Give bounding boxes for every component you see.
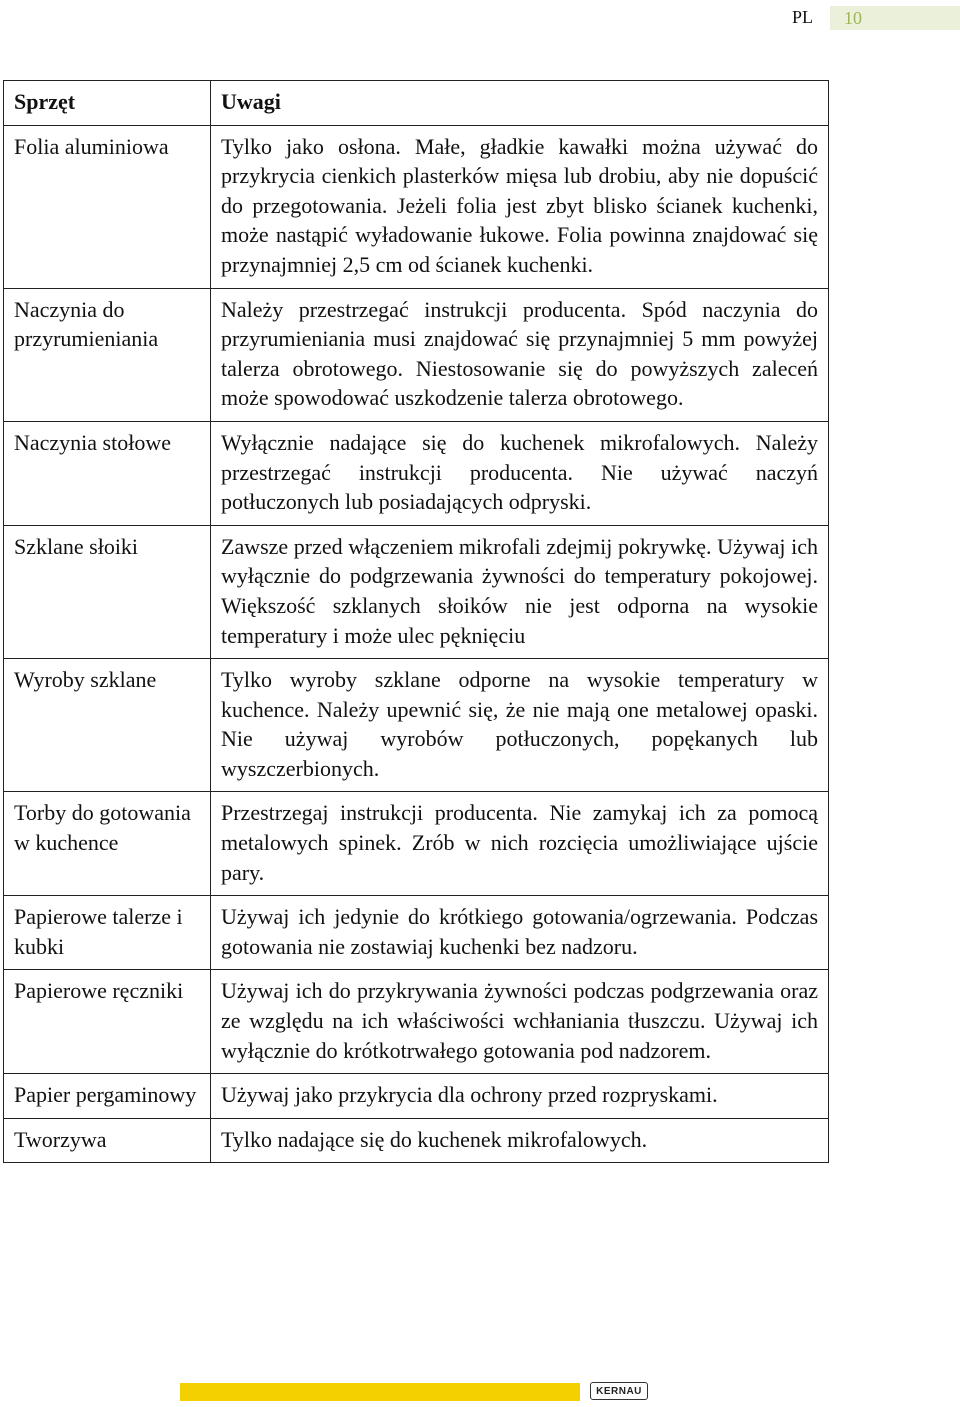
equipment-table bbox=[3, 80, 829, 1163]
equipment-cell: Papier pergaminowy bbox=[4, 1074, 211, 1119]
note-cell: Używaj ich do przykrywania żywności podczas podgrzewania oraz ze względu na ich właściwości wchłaniania tłuszczu. Używaj ich wyłącznie do krótkotrwałego gotowania pod nadzorem. bbox=[211, 970, 829, 1074]
table-row bbox=[4, 970, 829, 1074]
brand-logo: KERNAU bbox=[590, 1382, 648, 1400]
note-cell: Tylko wyroby szklane odporne na wysokie temperatury w kuchence. Należy upewnić się, że nie mają one metalowej opaski. Nie używaj wyrobów potłuczonych, popękanych lub wyszczerbionych. bbox=[211, 659, 829, 792]
language-label: PL bbox=[792, 7, 814, 27]
page-number: 10 bbox=[830, 6, 960, 30]
page-header bbox=[0, 4, 960, 28]
equipment-cell: Wyroby szklane bbox=[4, 659, 211, 792]
equipment-cell: Torby do gotowania w kuchence bbox=[4, 792, 211, 896]
table-row bbox=[4, 525, 829, 658]
equipment-cell: Tworzywa bbox=[4, 1118, 211, 1163]
equipment-cell: Naczynia do przyrumieniania bbox=[4, 288, 211, 421]
table-row bbox=[4, 288, 829, 421]
note-cell: Przestrzegaj instrukcji producenta. Nie zamykaj ich za pomocą metalowych spinek. Zrób w nich rozcięcia umożliwiające ujście pary. bbox=[211, 792, 829, 896]
table-row bbox=[4, 421, 829, 525]
table-row bbox=[4, 1118, 829, 1163]
equipment-cell: Naczynia stołowe bbox=[4, 421, 211, 525]
column-header-equipment: Sprzęt bbox=[4, 81, 211, 126]
note-cell: Tylko nadające się do kuchenek mikrofalowych. bbox=[211, 1118, 829, 1163]
equipment-cell: Papierowe ręczniki bbox=[4, 970, 211, 1074]
note-cell: Zawsze przed włączeniem mikrofali zdejmij pokrywkę. Używaj ich wyłącznie do podgrzewania żywności do temperatury pokojowej. Większość szklanych słoików nie jest odporna na wysokie temperatury i może ulec pęknięciu bbox=[211, 525, 829, 658]
footer-accent-bar bbox=[180, 1383, 580, 1401]
table-row bbox=[4, 1074, 829, 1119]
table-row bbox=[4, 792, 829, 896]
equipment-cell: Papierowe talerze i kubki bbox=[4, 896, 211, 970]
note-cell: Tylko jako osłona. Małe, gładkie kawałki można używać do przykrycia cienkich plasterków mięsa lub drobiu, aby nie dopuścić do przegotowania. Jeżeli folia jest zbyt blisko ścianek kuchenki, może nastąpić wyładowanie łukowe. Folia powinna znajdować się przynajmniej 2,5 cm od ścianek kuchenki. bbox=[211, 125, 829, 288]
equipment-cell: Szklane słoiki bbox=[4, 525, 211, 658]
note-cell: Używaj ich jedynie do krótkiego gotowania/ogrzewania. Podczas gotowania nie zostawiaj kuchenki bez nadzoru. bbox=[211, 896, 829, 970]
note-cell: Wyłącznie nadające się do kuchenek mikrofalowych. Należy przestrzegać instrukcji producenta. Nie używać naczyń potłuczonych lub posiadających odpryski. bbox=[211, 421, 829, 525]
table-row bbox=[4, 659, 829, 792]
table-row bbox=[4, 896, 829, 970]
table-header-row bbox=[4, 81, 829, 126]
equipment-cell: Folia aluminiowa bbox=[4, 125, 211, 288]
note-cell: Należy przestrzegać instrukcji producenta. Spód naczynia do przyrumieniania musi znajdować się przynajmniej 5 mm powyżej talerza obrotowego. Niestosowanie się do powyższych zaleceń może spowodować uszkodzenie talerza obrotowego. bbox=[211, 288, 829, 421]
column-header-notes: Uwagi bbox=[211, 81, 829, 126]
table-row bbox=[4, 125, 829, 288]
note-cell: Używaj jako przykrycia dla ochrony przed rozpryskami. bbox=[211, 1074, 829, 1119]
